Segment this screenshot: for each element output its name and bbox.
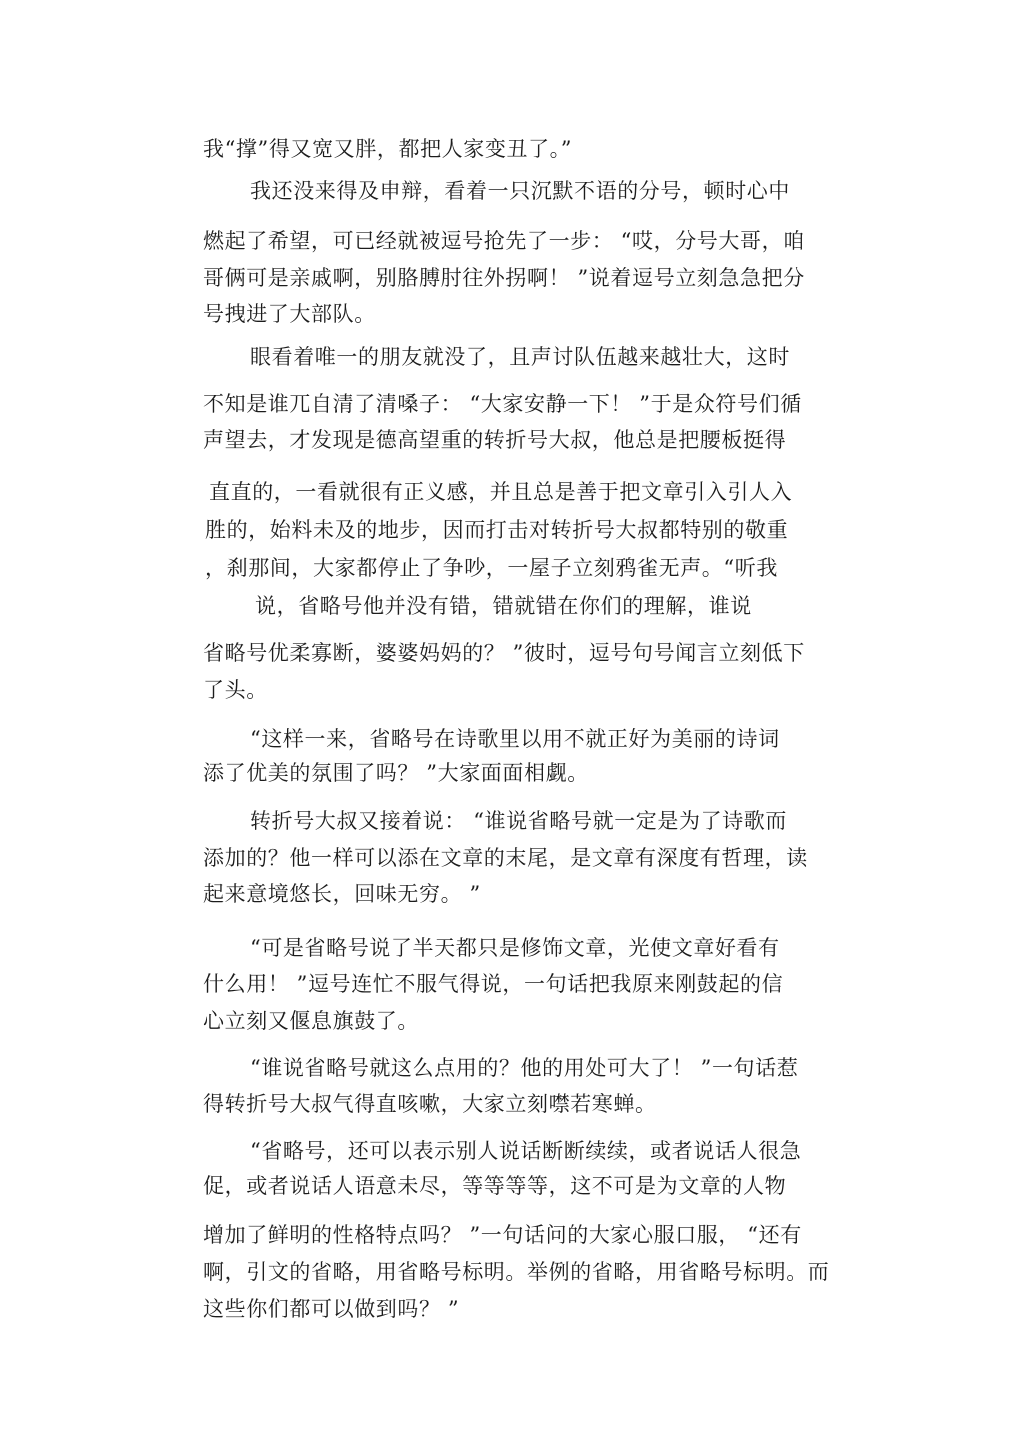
text-line: 声望去，才发现是德高望重的转折号大叔，他总是把腰板挺得 [203,428,787,452]
text-line: “可是省略号说了半天都只是修饰文章，光使文章好看有 [250,936,780,960]
text-line: 说，省略号他并没有错，错就错在你们的理解，谁说 [255,594,752,618]
text-line: 不知是谁兀自清了清嗓子： “大家安静一下！ ”于是众符号们循 [203,392,802,416]
text-line: 我“撑”得又宽又胖，都把人家变丑了。” [203,137,573,161]
text-line: ，刹那间，大家都停止了争吵，一屋子立刻鸦雀无声。“听我 [205,556,778,580]
text-line: 添加的？他一样可以添在文章的末尾，是文章有深度有哲理，读 [203,846,808,870]
text-line: 了头。 [203,678,268,702]
text-line: 啊，引文的省略，用省略号标明。举例的省略，用省略号标明。而 [203,1260,830,1284]
text-line: 什么用！ ”逗号连忙不服气得说，一句话把我原来刚鼓起的信 [203,972,784,996]
text-line: 哥俩可是亲戚啊，别胳膊肘往外拐啊！ ”说着逗号立刻急急把分 [203,266,805,290]
text-line: 增加了鲜明的性格特点吗？ ”一句话问的大家心服口服， “还有 [203,1223,802,1247]
text-line: “省略号，还可以表示别人说话断断续续，或者说话人很急 [250,1139,802,1163]
text-line: 这些你们都可以做到吗？ ” [203,1297,460,1321]
text-line: 促，或者说话人语意未尽，等等等等，这不可是为文章的人物 [203,1174,787,1198]
text-line: 添了优美的氛围了吗？ ”大家面面相觑。 [203,761,589,785]
text-line: 转折号大叔又接着说： “谁说省略号就一定是为了诗歌而 [250,809,788,833]
text-line: 眼看着唯一的朋友就没了，且声讨队伍越来越壮大，这时 [250,345,790,369]
text-line: “这样一来，省略号在诗歌里以用不就正好为美丽的诗词 [250,727,780,751]
text-line: 直直的，一看就很有正义感，并且总是善于把文章引入引人入 [209,480,793,504]
text-line: 起来意境悠长，回味无穷。 ” [203,882,481,906]
text-line: “谁说省略号就这么点用的？他的用处可大了！ ”一句话惹 [250,1056,799,1080]
text-line: 我还没来得及申辩，看着一只沉默不语的分号，顿时心中 [250,179,790,203]
text-line: 得转折号大叔气得直咳嗽，大家立刻噤若寒蝉。 [203,1092,657,1116]
text-line: 燃起了希望，可已经就被逗号抢先了一步： “哎，分号大哥，咱 [203,229,805,253]
text-line: 省略号优柔寡断，婆婆妈妈的？ ”彼时，逗号句号闻言立刻低下 [203,641,805,665]
text-line: 心立刻又偃息旗鼓了。 [203,1009,419,1033]
text-line: 胜的，始料未及的地步，因而打击对转折号大叔都特别的敬重 [205,518,789,542]
text-line: 号拽进了大部队。 [203,302,376,326]
